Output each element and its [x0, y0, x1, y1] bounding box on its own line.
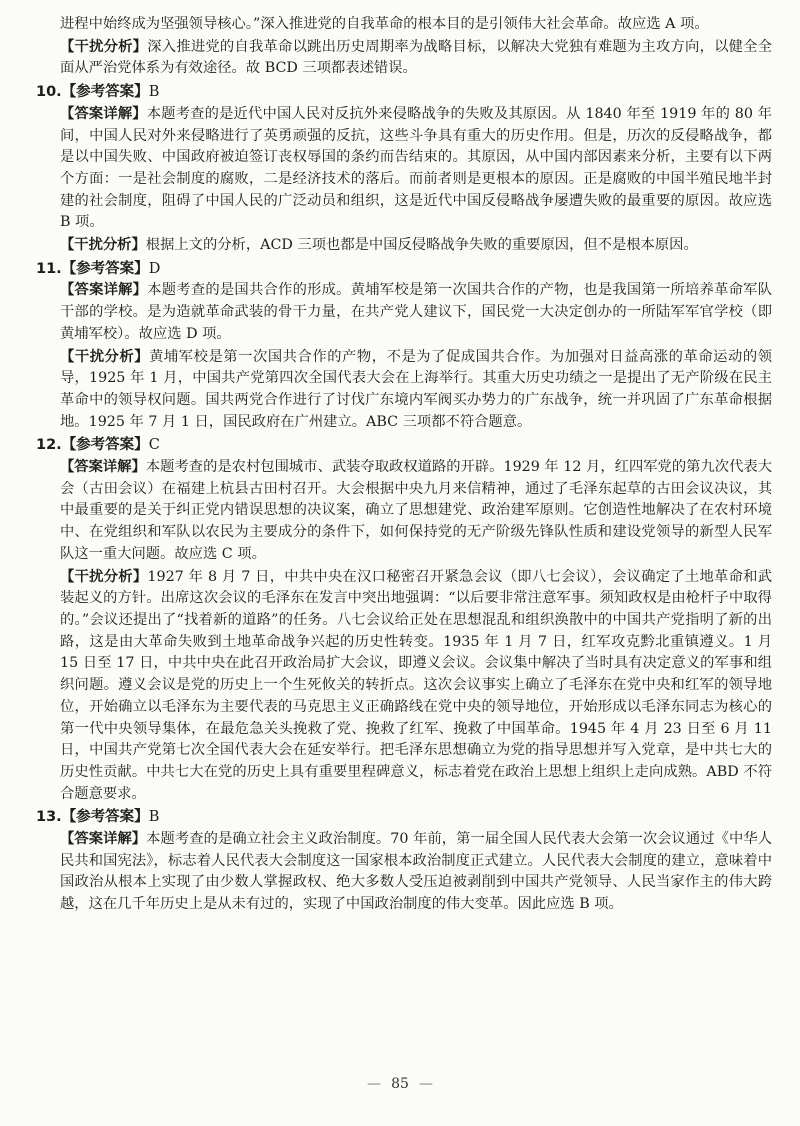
distractor-text: 1927 年 8 月 7 日，中共中央在汉口秘密召开紧急会议（即八七会议），会议确定了土地革命和武装起义的方针。出席这次会议的毛泽东在发言中突出地强调：“以后要非常注意军事。须知政权是由枪杆子中取得的。”会议还提出了“找着新的道路”的任务。八七会议给正处在思想混乱和组织涣散中的中国共产党指明了新的出路，这是由大革命失败到土地革命战争兴起的历史性转变。1935 年 1 月 7 日，红军攻克黔北重镇遵义。1 月 15 日至 17 日，中共中央在此召开政治局扩大会议，即遵义会议。会议集中解决了当时具有决定意义的军事和组织问题。遵义会议是党的历史上一个生死攸关的转折点。这次会议事实上确立了毛泽东在党中央和红军的领导地位，开始确立以毛泽东为主要代表的马克思主义正确路线在党中央的领导地位，开始形成以毛泽东同志为核心的第一代中央领导集体，在最危急关头挽救了党、挽救了红军、挽救了中国革命。1945 年 4 月 23 日至 6 月 11 日，中国共产党第七次全国代表大会在延安举行。把毛泽东思想确立为党的指导思想并写入党章，是中共七大的历史性贡献。中共七大在党的历史上具有重要里程碑意义，标志着党在政治上思想上组织上走向成熟。ABD 不符合题意要求。	[60, 568, 773, 802]
explanation-text: 本题考查的是国共合作的形成。黄埔军校是第一次国共合作的产物，也是我国第一所培养革命军队干部的学校。是为造就革命武装的骨干力量，在共产党人建议下，国民党一大决定创办的一所陆军军官学校（即黄埔军校）。故应选 D 项。	[60, 282, 773, 342]
answer-letter: C	[148, 437, 160, 454]
question-number: 13.	[36, 809, 62, 826]
explanation-label: 【答案详解】	[60, 105, 147, 122]
distractor-label: 【干扰分析】	[60, 38, 148, 55]
intro-continuation: 进程中始终成为坚强领导核心。”深入推进党的自我革命的根本目的是引领伟大社会革命。故应选 A 项。	[60, 16, 709, 32]
question-12-distractor	[60, 567, 772, 806]
page-content	[36, 14, 773, 917]
distractor-label: 【干扰分析】	[60, 237, 146, 254]
footer-dash-left: —	[367, 1076, 382, 1092]
answer-letter: B	[148, 84, 160, 101]
question-number: 10.	[36, 84, 62, 101]
answer-label: 【参考答案】	[61, 260, 149, 277]
answer-label: 【参考答案】	[61, 84, 149, 101]
distractor-text: 深入推进党的自我革命以跳出历史周期率为战略目标，以解决大党独有难题为主攻方向，以健全全面从严治党体系为有效途径。故 BCD 三项都表述错误。	[60, 38, 773, 77]
question-10-explanation	[60, 104, 772, 234]
distractor-label: 【干扰分析】	[60, 348, 150, 365]
answer-letter: D	[148, 260, 161, 277]
question-12-explanation	[60, 457, 772, 566]
answer-label: 【参考答案】	[61, 809, 149, 826]
explanation-label: 【答案详解】	[60, 831, 147, 848]
explanation-label: 【答案详解】	[60, 459, 146, 476]
footer-dash-right: —	[418, 1076, 433, 1092]
explanation-text: 本题考查的是农村包围城市、武装夺取政权道路的开辟。1929 年 12 月，红四军党的第九次代表大会（古田会议）在福建上杭县古田村召开。大会根据中央九月来信精神，通过了毛泽东起草的古田会议决议，其中最重要的是关于纠正党内错误思想的决议案，确立了思想建党、政治建军原则。它创造性地解决了在农村环境中、在党组织和军队以农民为主要成分的条件下，如何保持党的无产阶级先锋队性质和建设党领导的新型人民军队这一重大问题。故应选 C 项。	[60, 459, 772, 562]
answer-letter: B	[148, 809, 160, 826]
intro-distractor-analysis	[60, 37, 772, 80]
question-11-explanation	[60, 280, 772, 345]
distractor-text: 黄埔军校是第一次国共合作的产物，不是为了促成国共合作。为加强对日益高涨的革命运动的领导，1925 年 1 月，中国共产党第四次全国代表大会在上海举行。其重大历史功绩之一是提出了无产阶级在民主革命中的领导权问题。国共两党合作进行了讨伐广东境内军阀买办势力的广东战争，统一并巩固了广东革命根据地。1925 年 7 月 1 日，国民政府在广州建立。ABC 三项都不符合题意。	[60, 348, 773, 430]
question-10-distractor	[60, 235, 772, 257]
question-11-distractor	[60, 347, 772, 434]
question-10-header	[36, 82, 772, 104]
page-footer	[0, 1076, 800, 1092]
question-number: 12.	[36, 437, 62, 454]
distractor-label: 【干扰分析】	[60, 568, 148, 585]
explanation-text: 本题考查的是确立社会主义政治制度。70 年前，第一届全国人民代表大会第一次会议通过《中华人民共和国宪法》，标志着人民代表大会制度这一国家根本政治制度正式建立。人民代表大会制度的建立，意味着中国政治从根本上实现了由少数人掌握政权、绝大多数人受压迫被剥削到中国共产党领导、人民当家作主的伟大跨越，这在几千年历史上是从未有过的，实现了中国政治制度的伟大变革。因此应选 B 项。	[60, 831, 773, 913]
page-number: 85	[391, 1076, 409, 1092]
question-13-explanation	[60, 829, 772, 916]
answer-label: 【参考答案】	[61, 437, 149, 454]
distractor-text: 根据上文的分析，ACD 三项也都是中国反侵略战争失败的重要原因，但不是根本原因。	[145, 237, 698, 254]
explanation-label: 【答案详解】	[60, 282, 148, 299]
question-number: 11.	[36, 260, 62, 277]
question-11-header	[36, 259, 772, 281]
question-13-header	[36, 807, 772, 829]
explanation-text: 本题考查的是近代中国人民对反抗外来侵略战争的失败及其原因。从 1840 年至 1919 年的 80 年间，中国人民对外来侵略进行了英勇顽强的反抗，这些斗争具有重大的历史作用。但是，历次的反侵略战争，都是以中国失败、中国政府被迫签订丧权辱国的条约而告结束的。其原因，从中国内部因素来分析，主要有以下两个方面：一是社会制度的腐败，二是经济技术的落后。而前者则是更根本的原因。正是腐败的中国半殖民地半封建的社会制度，阻碍了中国人民的广泛动员和组织，这是近代中国反侵略战争屡遭失败的最重要的原因。故应选 B 项。	[60, 105, 772, 231]
question-12-header	[36, 435, 772, 457]
